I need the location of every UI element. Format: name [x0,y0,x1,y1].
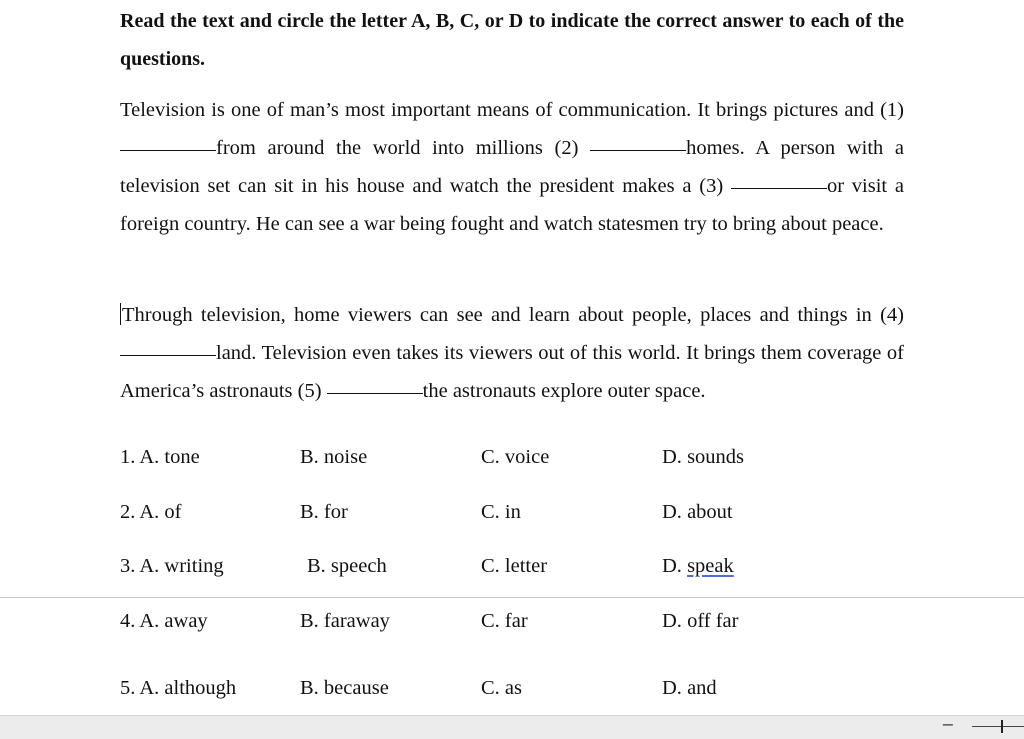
option-d-prefix: D. [662,501,688,523]
option-d [662,610,738,633]
option-a: 2. A. of [120,501,182,523]
text-cursor [120,303,121,325]
option-d-word: off far [687,610,739,632]
option-a: 3. A. writing [120,555,224,577]
option-a: 5. A. although [120,677,237,699]
option-d [662,501,733,524]
passage-text: Through television, home viewers can see and learn about people, places and things in (4) [122,304,904,326]
option-c: C. voice [481,446,550,468]
option-b: B. noise [300,446,368,468]
answer-blank-5 [327,392,423,394]
option-b: B. speech [307,555,387,577]
option-a: 1. A. tone [120,446,200,468]
option-b: B. because [300,677,389,699]
passage-text: or visit a foreign country. He can see a war being fought and watch statesmen try to bring about peace. [120,175,904,235]
passage-text: from around the world into millions (2) [216,137,591,159]
option-d-prefix: D. [662,555,688,577]
passage-text: land. Television even takes its viewers out of this world. It brings them coverage of America’s astronauts (5) [120,342,904,402]
option-d [662,677,717,700]
option-d-prefix: D. [662,610,688,632]
option-d [662,555,734,578]
answer-blank-3 [731,187,827,189]
question-row-4 [120,610,880,640]
option-b: B. for [300,501,348,523]
answer-blank-4 [120,354,216,356]
question-row-5 [120,677,880,707]
option-d-word: sounds [687,446,745,468]
question-row-3 [120,555,880,585]
instruction-heading: Read the text and circle the letter A, B, C, or D to indicate the correct answer to each of the questions. [120,10,904,70]
option-d-prefix: D. [662,446,688,468]
option-b: B. faraway [300,610,390,632]
question-row-2 [120,501,880,531]
option-c: C. far [481,610,528,632]
zoom-slider-track[interactable] [972,726,1024,727]
passage-text: Television is one of man’s most important means of communication. It brings pictures and (1) [120,99,904,121]
option-d-word: and [687,677,717,699]
option-d-prefix: D. [662,677,688,699]
answer-blank-2 [590,149,686,151]
option-c: C. as [481,677,522,699]
passage-text: the astronauts explore outer space. [422,380,706,402]
spellcheck-flagged-word[interactable]: speak [687,555,734,577]
passage-paragraph-2 [120,296,904,410]
option-d [662,446,744,469]
option-d-word: about [687,501,733,523]
option-c: C. in [481,501,521,523]
status-bar [0,715,1024,739]
option-a: 4. A. away [120,610,208,632]
zoom-out-icon[interactable]: − [941,715,955,734]
passage-paragraph-1 [120,91,904,243]
answer-blank-1 [120,149,216,151]
passage-text: homes. A person with a television set can sit in his house and watch the president makes a (3) [120,137,904,197]
page-break-divider [0,597,1024,598]
question-row-1 [120,446,880,476]
zoom-slider-thumb[interactable] [1001,720,1003,733]
option-c: C. letter [481,555,548,577]
